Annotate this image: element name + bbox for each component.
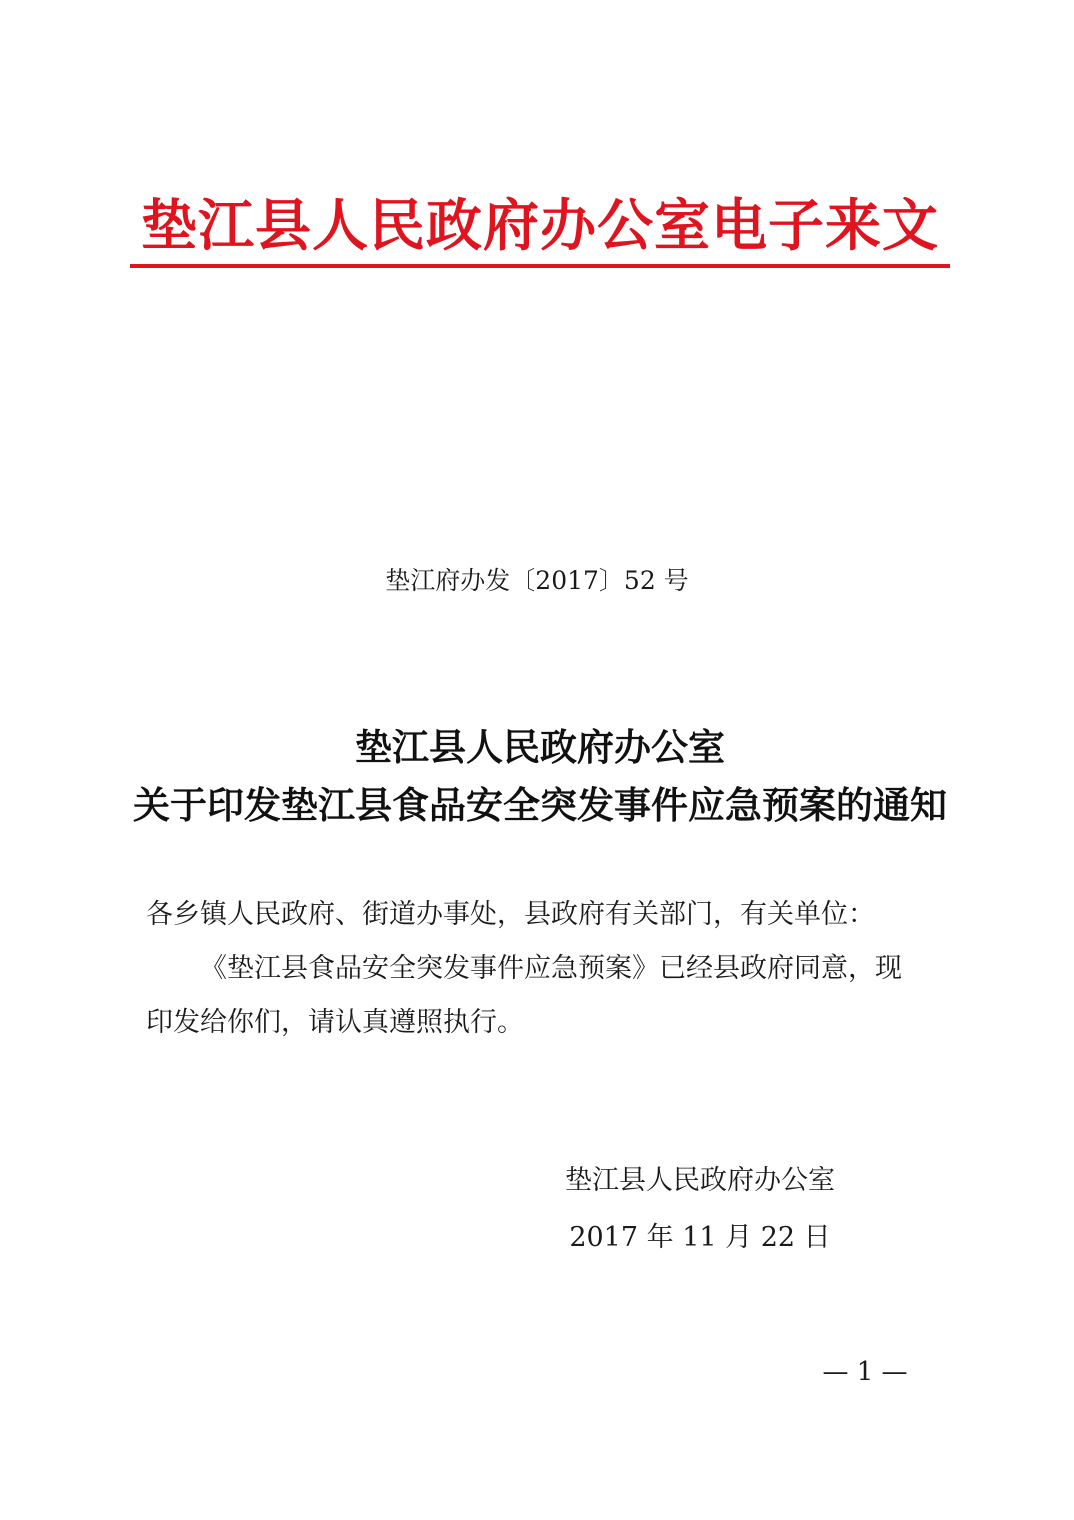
- issuer-signature: 垫江县人民政府办公室: [565, 1165, 835, 1196]
- salutation: 各乡镇人民政府、街道办事处，县政府有关部门，有关单位：: [146, 899, 875, 930]
- document-title-line-1: 垫江县人民政府办公室: [355, 725, 725, 769]
- issue-date: 2017 年 11 月 22 日: [569, 1222, 831, 1253]
- body-paragraph-line-1-text: 《垫江县食品安全突发事件应急预案》已经县政府同意，现: [200, 953, 902, 984]
- masthead-red-rule: [130, 264, 950, 268]
- body-paragraph-line-1: [146, 942, 946, 996]
- masthead-title: 垫江县人民政府办公室电子来文: [141, 193, 939, 259]
- page-number: — 1 —: [822, 1357, 908, 1387]
- document-number: 垫江府办发〔2017〕52 号: [385, 566, 689, 595]
- document-title: [100, 718, 980, 834]
- document-title-line-2: 关于印发垫江县食品安全突发事件应急预案的通知: [133, 783, 947, 827]
- body-paragraph-line-2: 印发给你们，请认真遵照执行。: [146, 1007, 524, 1038]
